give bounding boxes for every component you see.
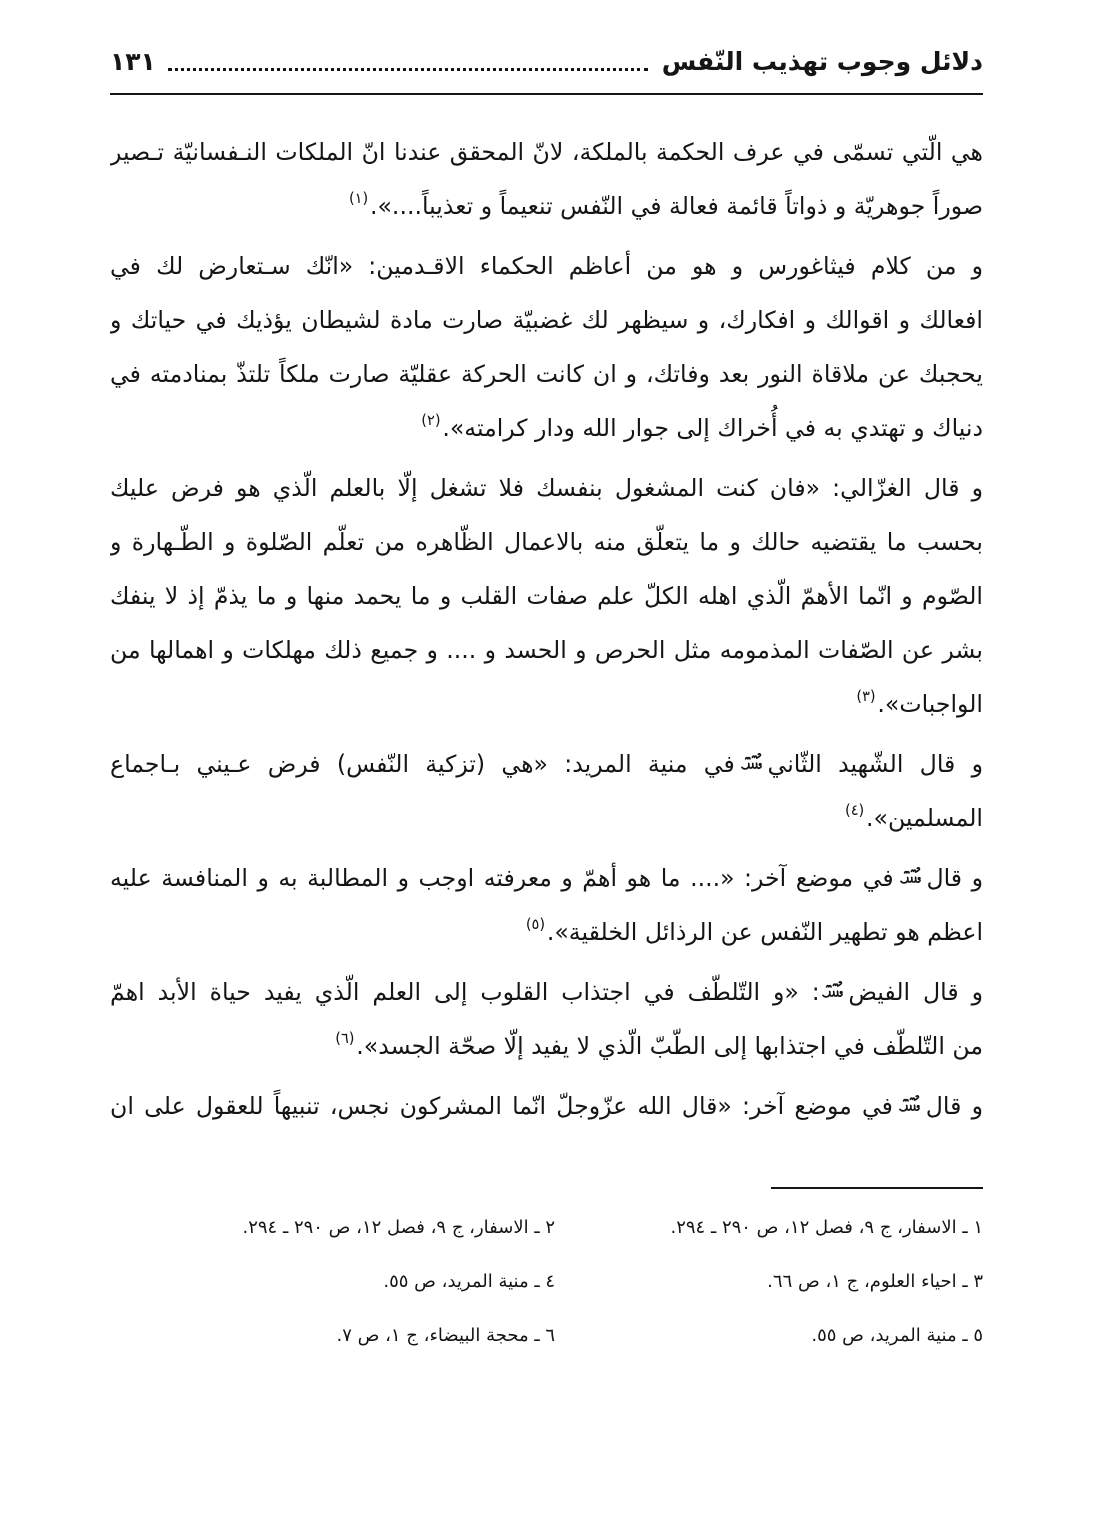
text-line (110, 515, 983, 569)
line-text: و قال الغزّالي: «فان كنت المشغول بنفسك فلا تشغل إلّا بالعلم الّذي هو فرض عليك (110, 474, 983, 502)
footnote-item: ٥ ـ منية المريد، ص ٥٥. (811, 1325, 983, 1346)
paragraph (110, 239, 983, 455)
honorific-icon (821, 978, 843, 1003)
paragraph (110, 965, 983, 1073)
footnote-ref: (٢) (421, 412, 441, 430)
line-text: : «و التّلطّف في اجتذاب القلوب إلى العلم الّذي يفيد حياة الأبد اهمّ (110, 978, 820, 1006)
line-text: دنياك و تهتدي به في أُخراك إلى جوار الله ودار كرامته». (442, 414, 983, 442)
footnote-item: ٤ ـ منية المريد، ص ٥٥. (383, 1271, 555, 1292)
line-text: صوراً جوهريّة و ذواتاً قائمة فعالة في النّفس تنعيماً و تعذيباً....». (369, 192, 983, 220)
footnote-separator (771, 1187, 983, 1189)
line-text: اعظم هو تطهير النّفس عن الرذائل الخلقية». (546, 918, 983, 946)
text-line (110, 461, 983, 515)
text-line (110, 623, 983, 677)
text-line (110, 1079, 983, 1133)
paragraph (110, 737, 983, 845)
footnote-ref: (٦) (335, 1030, 355, 1048)
line-text: بشر عن الصّفات المذمومه مثل الحرص و الحسد و .... و جميع ذلك مهلكات و اهمالها من (110, 636, 983, 664)
line-text: من التّلطّف في اجتذابها إلى الطّبّ الّذي لا يفيد إلّا صحّة الجسد». (356, 1032, 983, 1060)
text-line (110, 401, 983, 455)
text-line (110, 851, 983, 905)
line-text: الصّوم و انّما الأهمّ الّذي اهله الكلّ علم صفات القلب و ما يحمد منها و ما يذمّ إذ لا ينفك (110, 582, 983, 610)
paragraph (110, 461, 983, 731)
line-text: في منية المريد: «هي (تزكية النّفس) فرض عـيني بـاجماع (110, 750, 735, 778)
text-line (110, 677, 983, 731)
header-rule (110, 93, 983, 95)
line-text: و قال (925, 1092, 983, 1120)
text-line (110, 293, 983, 347)
running-header (110, 40, 983, 84)
text-line (110, 965, 983, 1019)
footnote-ref: (٤) (844, 802, 865, 820)
text-line (110, 737, 983, 791)
line-text: يحجبك عن ملاقاة النور بعد وفاتك، و ان كانت الحركة عقليّة صارت ملكاً تلتذّ بمنادمته في (110, 360, 983, 388)
footnote-ref: (٥) (525, 916, 546, 934)
footnote-item: ٦ ـ محجة البيضاء، ج ١، ص ٧. (336, 1325, 555, 1346)
header-title: دلائل وجوب تهذيب النّفس (661, 47, 983, 76)
line-text: في موضع آخر: «قال الله عزّوجلّ انّما المشركون نجس، تنبيهاً للعقول على ان (110, 1092, 893, 1120)
paragraph (110, 1079, 983, 1133)
line-text: بحسب ما يقتضيه حالك و ما يتعلّق منه بالاعمال الظّاهره من تعلّم الصّلوة و الطّـهارة و (110, 528, 983, 556)
honorific-icon (898, 1092, 920, 1117)
text-line (110, 569, 983, 623)
line-text: هي الّتي تسمّى في عرف الحكمة بالملكة، لانّ المحقق عندنا انّ الملكات النـفسانيّة تـصير (110, 138, 983, 166)
honorific-icon (899, 864, 921, 889)
text-line (110, 347, 983, 401)
line-text: الواجبات». (877, 690, 983, 718)
text-line (110, 1019, 983, 1073)
footnote-item: ٢ ـ الاسفار، ج ٩، فصل ١٢، ص ٢٩٠ ـ ٢٩٤. (242, 1217, 555, 1238)
text-line (110, 179, 983, 233)
line-text: المسلمين». (866, 804, 983, 832)
text-line (110, 125, 983, 179)
line-text: و قال (926, 864, 983, 892)
page-number: ١٣١ (110, 47, 156, 76)
line-text: في موضع آخر: «.... ما هو أهمّ و معرفته اوجب و المطالبة به و المنافسة عليه (110, 864, 894, 892)
dot-leader (168, 68, 648, 71)
line-text: و قال الشّهيد الثّاني (767, 750, 983, 778)
footnote-item: ١ ـ الاسفار، ج ٩، فصل ١٢، ص ٢٩٠ ـ ٢٩٤. (670, 1217, 983, 1238)
line-text: و قال الفيض (848, 978, 983, 1006)
footnote-ref: (٣) (856, 688, 876, 706)
line-text: افعالك و اقوالك و افكارك، و سيظهر لك غضبيّة صارت مادة لشيطان يؤذيك في حياتك و (110, 306, 983, 334)
line-text: و من كلام فيثاغورس و هو من أعاظم الحكماء الاقـدمين: «انّك سـتعارض لك في (110, 252, 983, 280)
footnotes (110, 1201, 983, 1363)
body-text (110, 125, 983, 1133)
text-line (110, 791, 983, 845)
footnote-ref: (١) (348, 190, 369, 208)
footnote-item: ٣ ـ احياء العلوم، ج ١، ص ٦٦. (767, 1271, 983, 1292)
paragraph (110, 851, 983, 959)
honorific-icon (740, 750, 762, 775)
text-line (110, 239, 983, 293)
paragraph (110, 125, 983, 233)
text-line (110, 905, 983, 959)
